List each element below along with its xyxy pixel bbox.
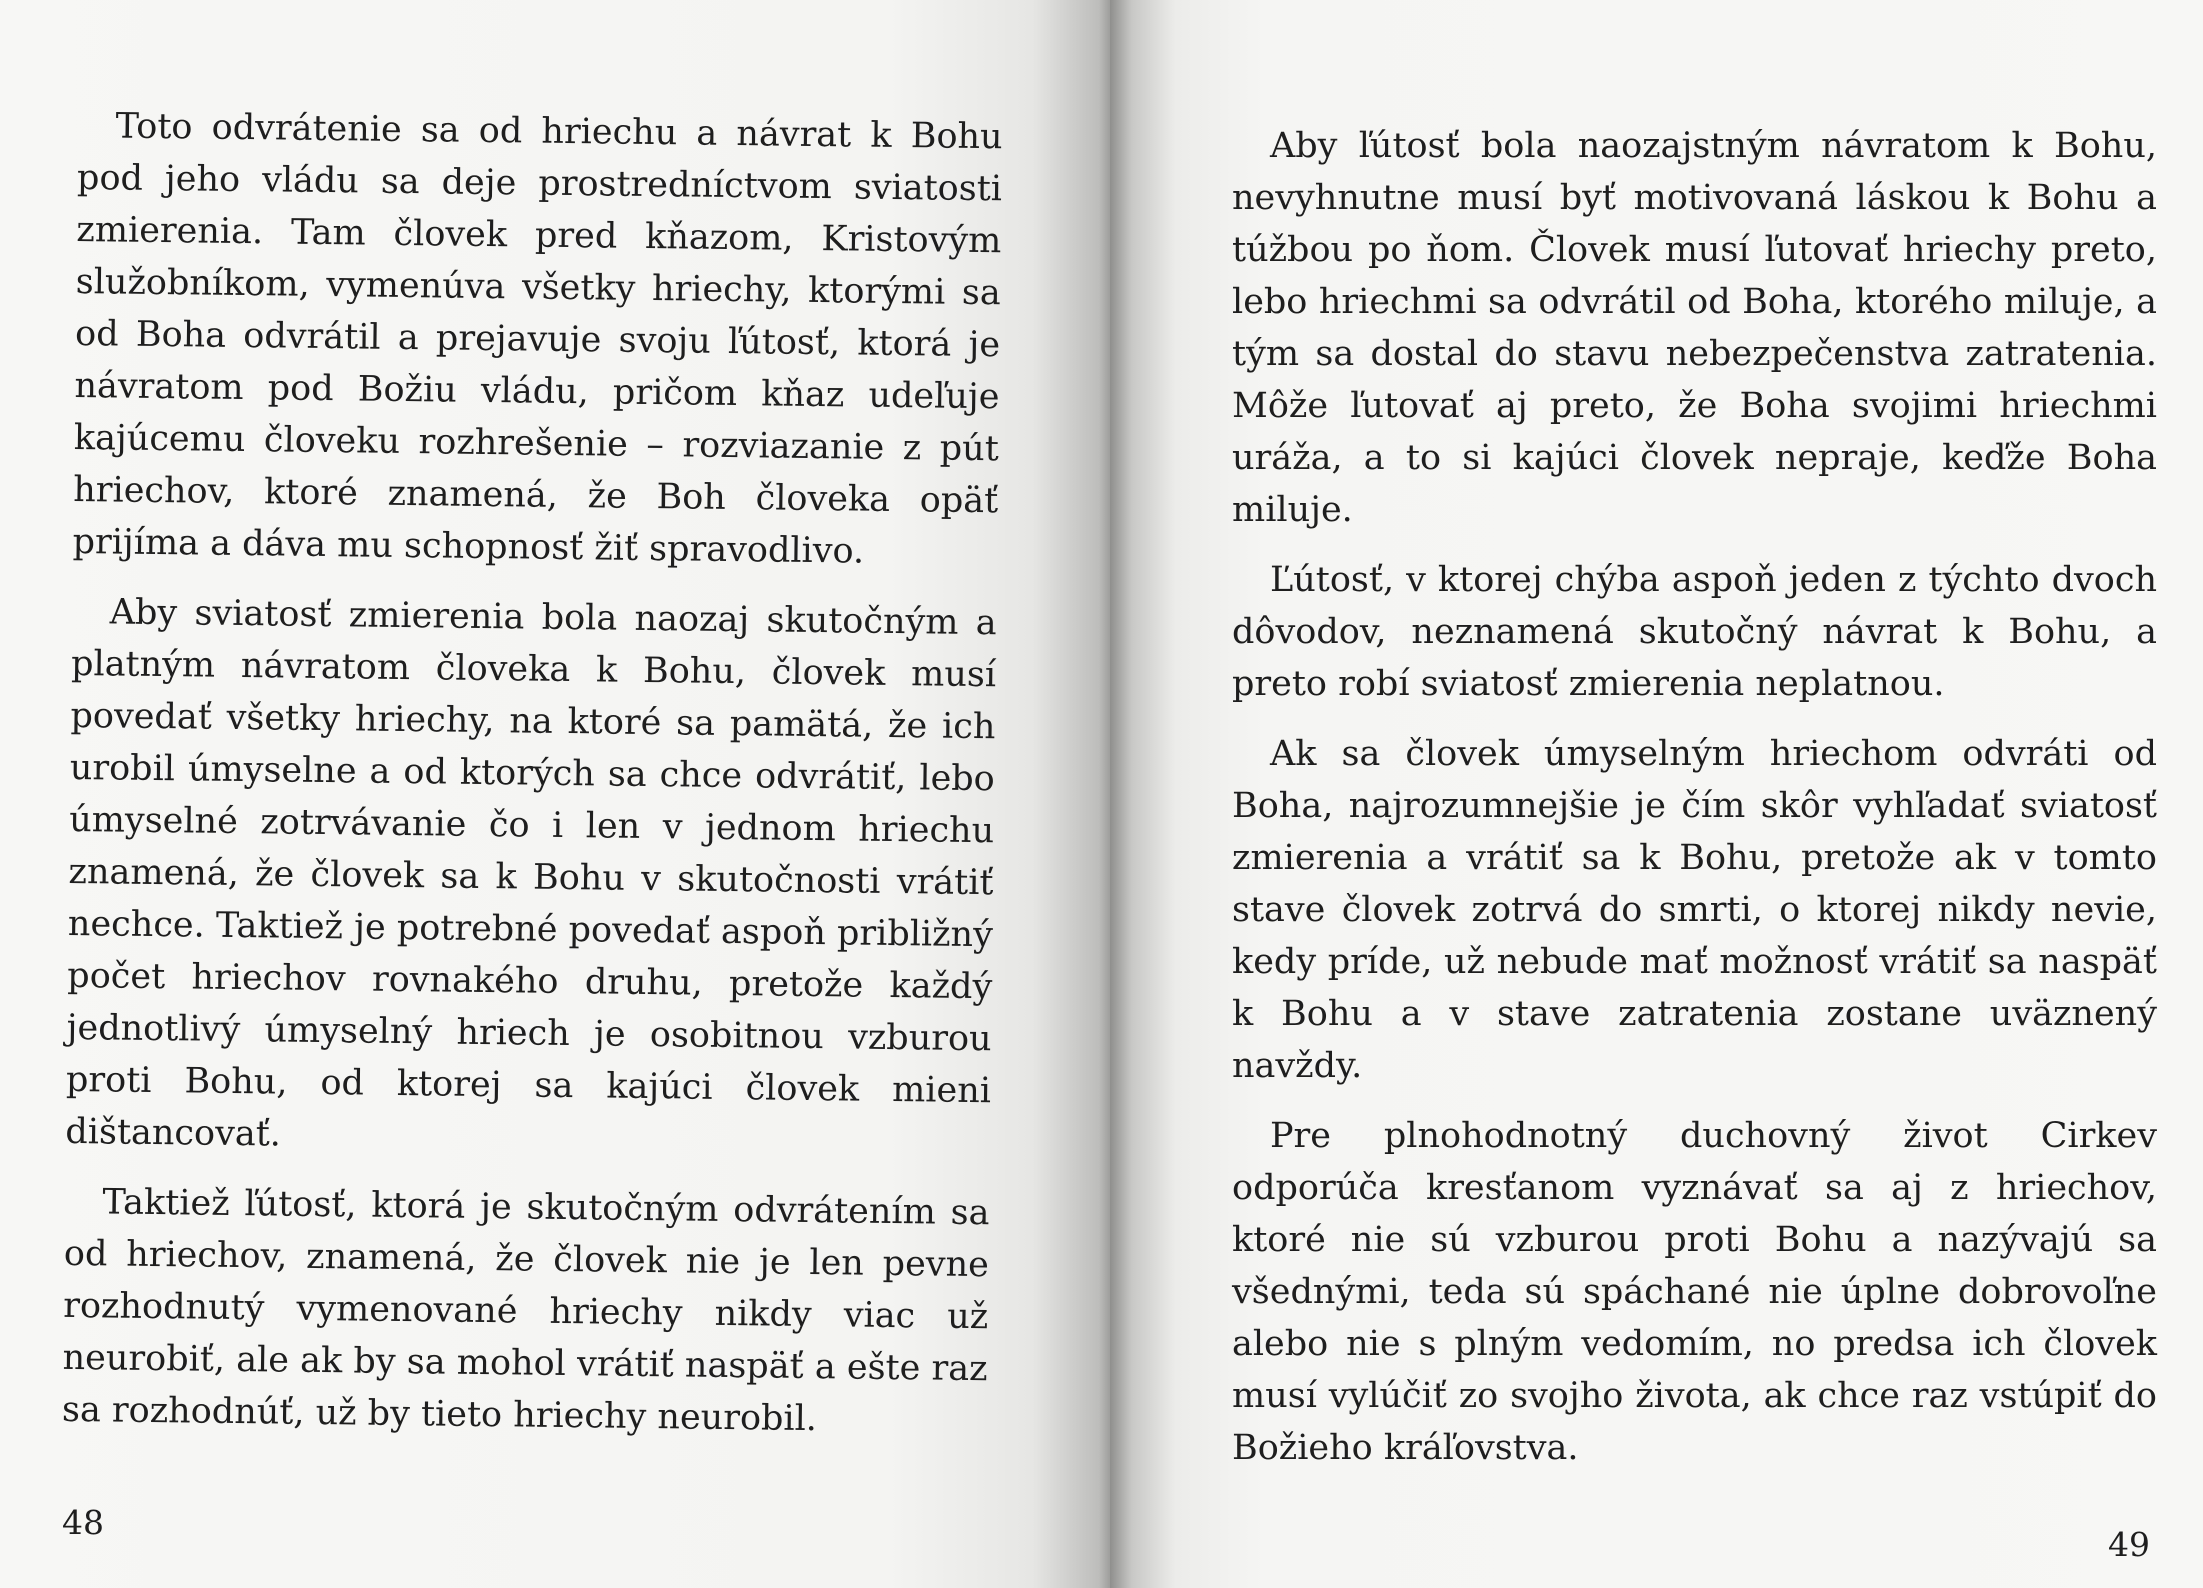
left-paragraph-1: Toto odvrátenie sa od hriechu a návrat k Bohu pod jeho vládu sa deje prostredníctvom sviatosti zmierenia. Tam človek pred kňazom, Kristovým služobníkom, vymenúva všetky hriechy, ktorými sa od Boha odvrátil a prejavuje svoju ľútosť, ktorá je návratom pod Božiu vládu, pričom kňaz udeľuje kajúcemu človeku rozhrešenie – rozviazanie z pút hriechov, ktoré znamená, že Boh človeka opäť prijíma a dáva mu schopnosť žiť spravodlivo. <box>72 106 1003 572</box>
right-page-text <box>1232 120 2157 1492</box>
right-paragraph-1: Aby ľútosť bola naozajstným návratom k Bohu, nevyhnutne musí byť motivovaná láskou k Bohu a túžbou po ňom. Človek musí ľutovať hriechy preto, lebo hriechmi sa odvrátil od Boha, ktorého miluje, a tým sa dostal do stavu nebezpečenstva zatratenia. Môže ľutovať aj preto, že Boha svojimi hriechmi uráža, a to si kajúci človek nepraje, keďže Boha miluje. <box>1232 126 2157 530</box>
right-paragraph-4: Pre plnohodnotný duchovný život Cirkev odporúča kresťanom vyznávať sa aj z hriechov, ktoré nie sú vzburou proti Bohu a nazývajú sa všednými, teda sú spáchané nie úplne dobrovoľne alebo nie s plným vedomím, no predsa ich človek musí vylúčiť zo svojho života, ak chce raz vstúpiť do Božieho kráľovstva. <box>1232 1116 2157 1468</box>
left-paragraph-2: Aby sviatosť zmierenia bola naozaj skutočným a platným návratom človeka k Bohu, človek musí povedať všetky hriechy, na ktoré sa pamätá, že ich urobil úmyselne a od ktorých sa chce odvrátiť, lebo úmyselné zotrvávanie čo i len v jednom hriechu znamená, že človek sa k Bohu v skutočnosti vrátiť nechce. Taktiež je potrebné povedať aspoň približný počet hriechov rovnakého druhu, pretože každý jednotlivý úmyselný hriech je osobitnou vzburou proti Bohu, od ktorej sa kajúci človek mieni dištancovať. <box>65 592 997 1155</box>
left-page-number: 48 <box>62 1503 104 1542</box>
left-paragraph-3: Taktiež ľútosť, ktorá je skutočným odvrátením sa od hriechov, znamená, že človek nie je len pevne rozhodnutý vymenované hriechy nikdy viac už neurobiť, ale ak by sa mohol vrátiť naspäť a ešte raz sa rozhodnúť, už by tieto hriechy neurobil. <box>61 1182 990 1440</box>
right-paragraph-3: Ak sa človek úmyselným hriechom odvráti od Boha, najrozumnejšie je čím skôr vyhľadať sviatosť zmierenia a vrátiť sa k Bohu, pretože ak v tomto stave človek zotrvá do smrti, o ktorej nikdy nevie, kedy príde, už nebude mať možnosť vrátiť sa naspäť k Bohu a v stave zatratenia zostane uväznený navždy. <box>1232 734 2157 1086</box>
right-page <box>1110 0 2203 1588</box>
right-paragraph-2: Ľútosť, v ktorej chýba aspoň jeden z týchto dvoch dôvodov, neznamená skutočný návrat k Bohu, a preto robí sviatosť zmierenia neplatnou. <box>1232 560 2157 704</box>
right-page-number: 49 <box>2108 1525 2150 1564</box>
left-page-text <box>61 100 1002 1465</box>
